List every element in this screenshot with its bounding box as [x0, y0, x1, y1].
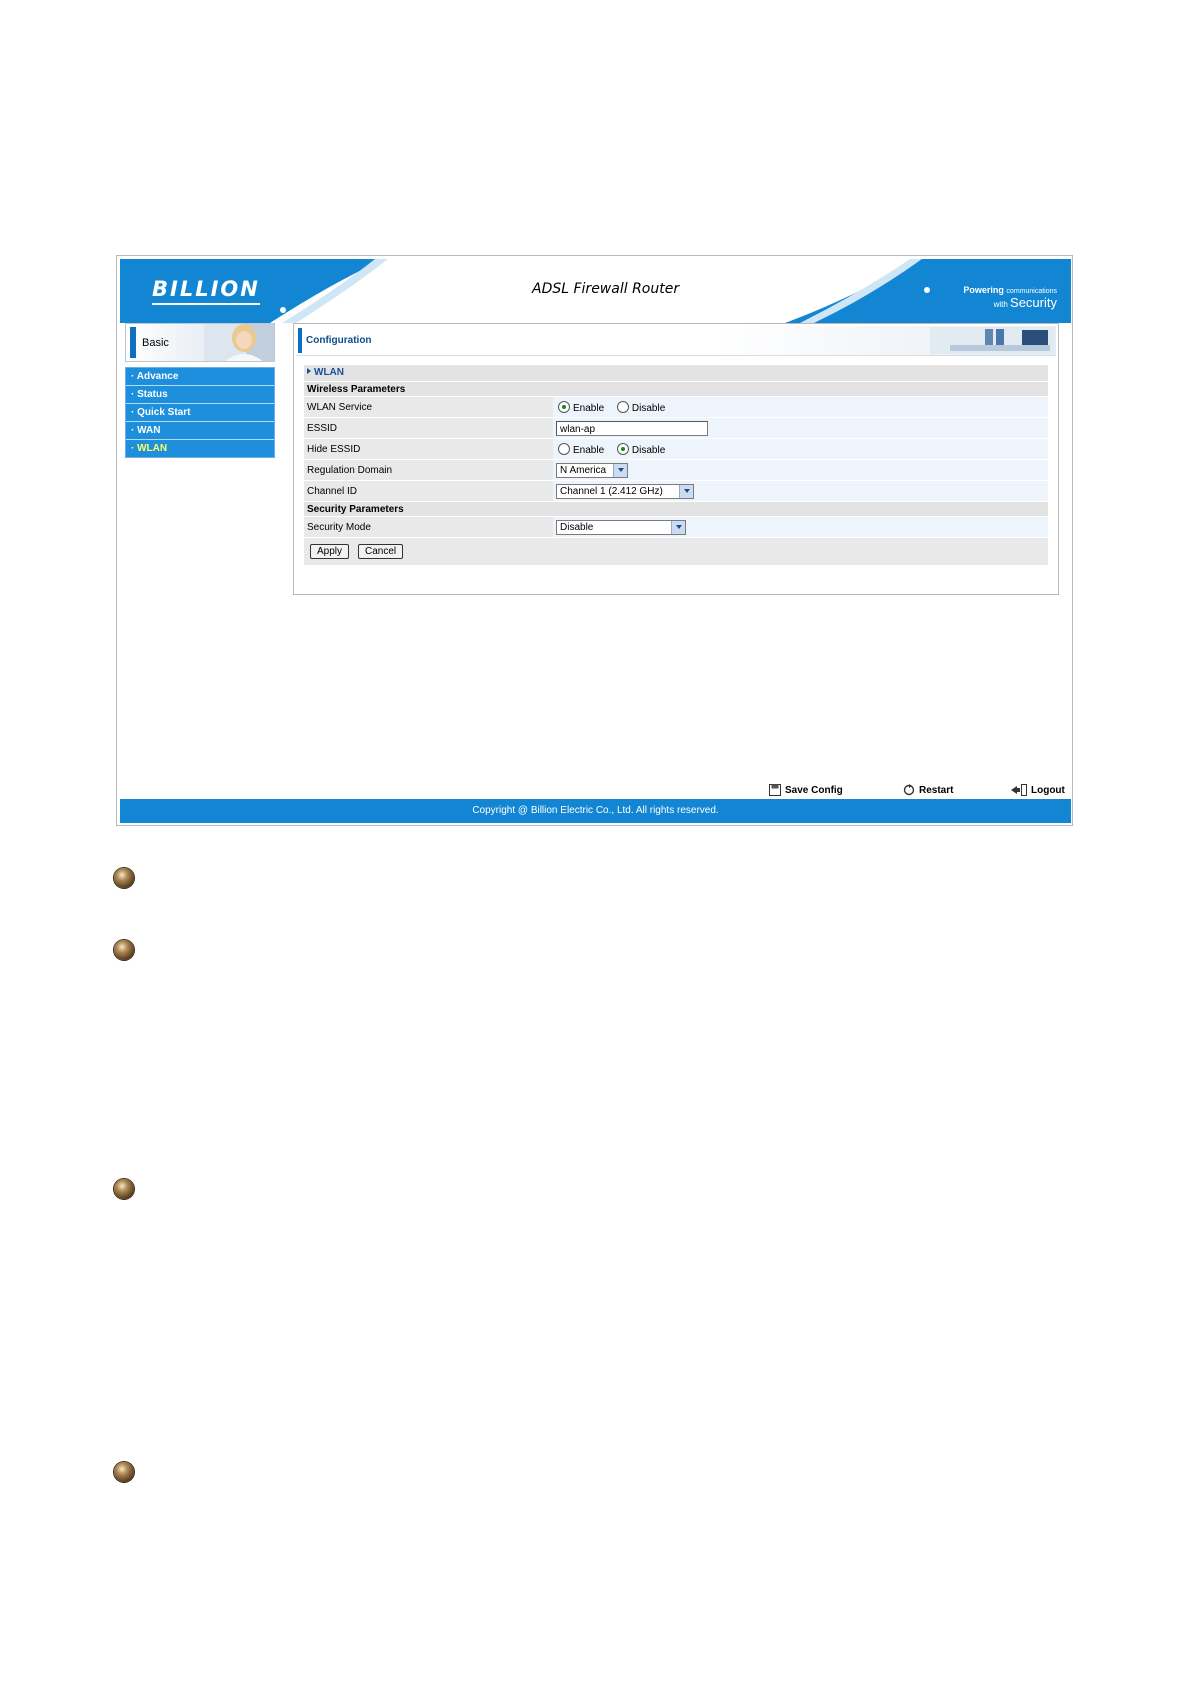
tagline-powering: Powering — [963, 285, 1004, 295]
sidebar-item-quick-start[interactable]: · Quick Start — [126, 404, 274, 422]
floppy-disk-icon — [769, 784, 781, 796]
save-config-link[interactable] — [769, 784, 843, 796]
sidebar-menu — [125, 367, 275, 458]
sidebar-item-advance[interactable]: · Advance — [126, 368, 274, 386]
tagline-security: Security — [1010, 295, 1057, 310]
hide-essid-disable-label: Disable — [631, 444, 666, 456]
basic-accent-bar — [130, 327, 136, 358]
sidebar-basic-header[interactable] — [125, 323, 275, 362]
wlan-service-disable-label: Disable — [631, 402, 666, 414]
restart-icon — [903, 784, 915, 796]
sidebar-item-status[interactable]: · Status — [126, 386, 274, 404]
bullet-icon — [114, 868, 134, 888]
regulation-domain-label: Regulation Domain — [304, 460, 553, 481]
wlan-page-label: WLAN — [314, 367, 344, 378]
person-photo-icon — [204, 324, 274, 362]
configuration-panel — [293, 323, 1059, 595]
sidebar-section-label: Basic — [142, 337, 169, 349]
tagline-communications: communications — [1006, 288, 1057, 295]
copyright-footer: Copyright @ Billion Electric Co., Ltd. All rights reserved. — [120, 799, 1071, 823]
configuration-title: Configuration — [306, 335, 372, 346]
essid-input[interactable]: wlan-ap — [556, 421, 708, 436]
security-mode-label: Security Mode — [304, 517, 553, 538]
wlan-form-table — [304, 382, 1048, 566]
bullet-icon — [114, 1462, 134, 1482]
regulation-domain-value: N America — [560, 464, 607, 476]
security-mode-value: Disable — [560, 521, 594, 533]
bullet-icon — [114, 1179, 134, 1199]
sidebar-item-wan[interactable]: · WAN — [126, 422, 274, 440]
security-mode-select[interactable] — [556, 520, 686, 535]
restart-label: Restart — [919, 784, 954, 796]
restart-link[interactable] — [903, 784, 953, 796]
channel-id-label: Channel ID — [304, 481, 553, 502]
hide-essid-label: Hide ESSID — [304, 439, 553, 460]
essid-label: ESSID — [304, 418, 553, 439]
section-header-wlan — [304, 365, 1048, 382]
wlan-service-label: WLAN Service — [304, 397, 553, 418]
office-photo-icon — [930, 327, 1054, 354]
sidebar-item-wlan[interactable]: · WLAN — [131, 443, 168, 454]
chevron-down-icon — [679, 485, 693, 498]
logout-icon — [1011, 784, 1027, 796]
billion-logo: BILLION — [152, 277, 260, 305]
hide-essid-disable-radio[interactable] — [617, 443, 629, 455]
logout-label: Logout — [1031, 784, 1065, 796]
configuration-title-bar — [296, 326, 1056, 356]
regulation-domain-select[interactable] — [556, 463, 628, 478]
hide-essid-options — [553, 439, 1048, 460]
wireless-parameters-heading: Wireless Parameters — [304, 382, 1048, 397]
channel-id-value: Channel 1 (2.412 GHz) — [560, 485, 663, 497]
tagline-with: with — [993, 300, 1008, 309]
channel-id-select[interactable] — [556, 484, 694, 499]
wlan-service-options — [553, 397, 1048, 418]
header-banner — [120, 259, 1071, 323]
cancel-button[interactable]: Cancel — [358, 544, 403, 559]
chevron-down-icon — [671, 521, 685, 534]
app-title: ADSL Firewall Router — [532, 281, 680, 297]
router-screenshot-frame — [116, 255, 1073, 826]
logout-link[interactable] — [1011, 784, 1065, 796]
triangle-right-icon — [307, 368, 311, 374]
apply-button[interactable]: Apply — [310, 544, 349, 559]
wlan-service-disable-radio[interactable] — [617, 401, 629, 413]
hide-essid-enable-radio[interactable] — [558, 443, 570, 455]
wlan-service-enable-radio[interactable] — [558, 401, 570, 413]
wlan-service-enable-label: Enable — [573, 402, 605, 414]
config-accent-bar — [298, 328, 302, 353]
bullet-icon — [114, 940, 134, 960]
tagline — [963, 285, 1057, 310]
security-parameters-heading: Security Parameters — [304, 502, 1048, 517]
chevron-down-icon — [613, 464, 627, 477]
save-config-label: Save Config — [785, 784, 843, 796]
hide-essid-enable-label: Enable — [573, 444, 605, 456]
